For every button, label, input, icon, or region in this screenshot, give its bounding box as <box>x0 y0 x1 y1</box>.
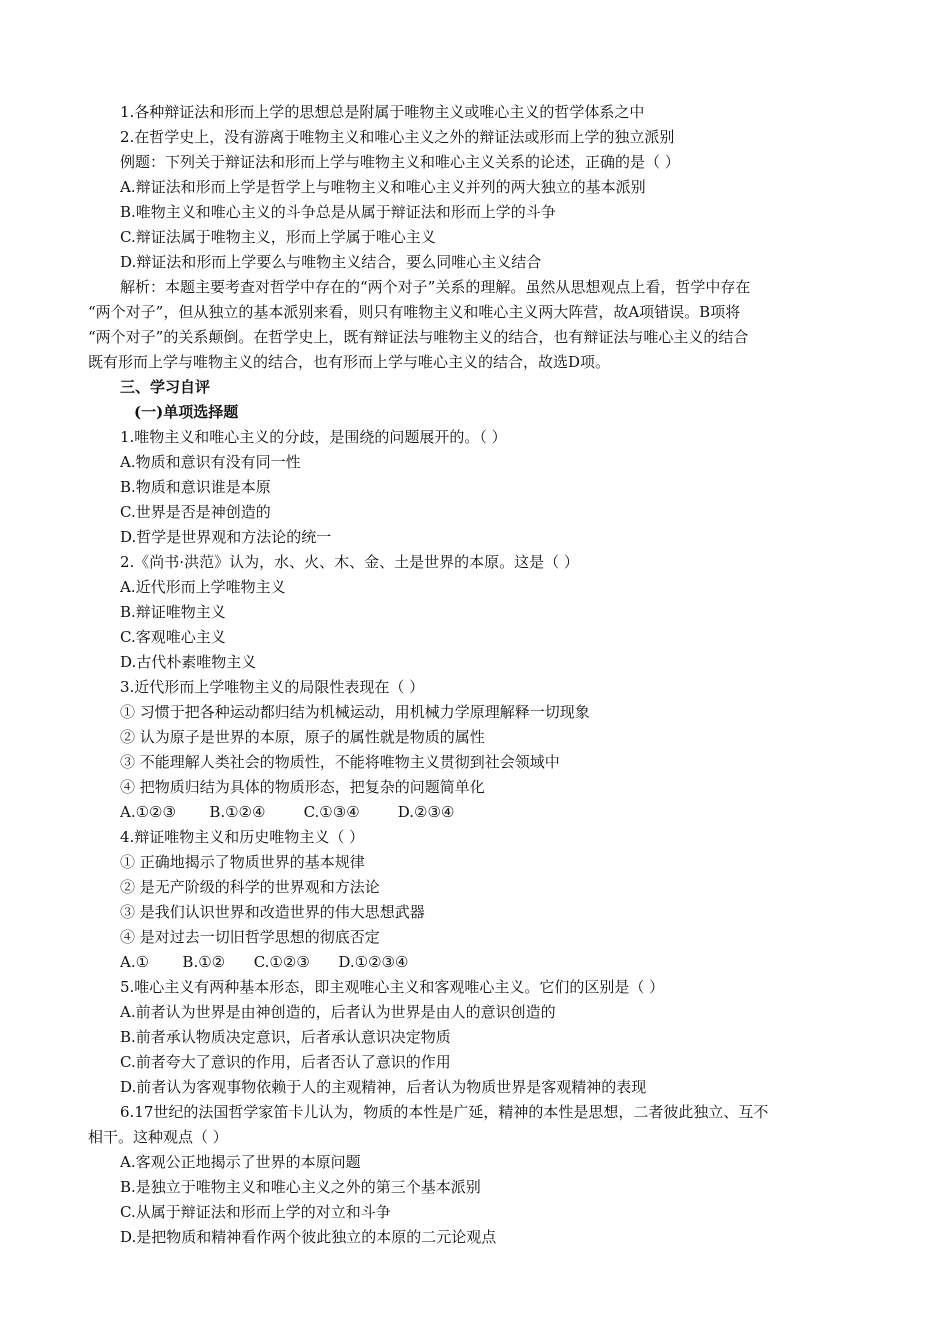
statement-line: ① 习惯于把各种运动都归结为机械运动，用机械力学原理解释一切现象 <box>120 703 590 721</box>
analysis-line: 既有形而上学与唯物主义的结合，也有形而上学与唯心主义的结合，故选D项。 <box>88 353 611 371</box>
statement-line: ③ 是我们认识世界和改造世界的伟大思想武器 <box>120 903 425 921</box>
statement-line: ② 认为原子是世界的本原，原子的属性就是物质的属性 <box>120 728 485 746</box>
statement-line: ④ 把物质归结为具体的物质形态，把复杂的问题简单化 <box>120 778 485 796</box>
text-line: 2.在哲学史上，没有游离于唯物主义和唯心主义之外的辩证法或形而上学的独立派别 <box>120 128 675 146</box>
option-line: D.是把物质和精神看作两个彼此独立的本原的二元论观点 <box>120 1228 497 1246</box>
option-line: C.世界是否是神创造的 <box>120 503 271 521</box>
statement-line: ① 正确地揭示了物质世界的基本规律 <box>120 853 365 871</box>
option-line: C.客观唯心主义 <box>120 628 226 646</box>
question-line: 6.17世纪的法国哲学家笛卡儿认为，物质的本性是广延，精神的本性是思想，二者彼此独立、互不 <box>120 1103 769 1121</box>
analysis-line: “两个对子”的关系颠倒。在哲学史上，既有辩证法与唯物主义的结合，也有辩证法与唯心主义的结合 <box>88 328 749 346</box>
option-line: A.客观公正地揭示了世界的本原问题 <box>120 1153 361 1171</box>
option-line: A.近代形而上学唯物主义 <box>120 578 286 596</box>
option-line: D.古代朴素唯物主义 <box>120 653 257 671</box>
analysis-line: “两个对子”，但从独立的基本派别来看，则只有唯物主义和唯心主义两大阵营，故A项错误。B项将 <box>88 303 741 321</box>
option-line: A.①②③ B.①②④ C.①③④ D.②③④ <box>120 803 455 821</box>
statement-line: ③ 不能理解人类社会的物质性，不能将唯物主义贯彻到社会领域中 <box>120 753 560 771</box>
question-line: 相干。这种观点（ ） <box>88 1128 228 1146</box>
question-line: 2.《尚书·洪范》认为，水、火、木、金、土是世界的本原。这是（ ） <box>120 553 579 571</box>
statement-line: ② 是无产阶级的科学的世界观和方法论 <box>120 878 380 896</box>
question-line: 3.近代形而上学唯物主义的局限性表现在（ ） <box>120 678 425 696</box>
option-line: A.辩证法和形而上学是哲学上与唯物主义和唯心主义并列的两大独立的基本派别 <box>120 178 646 196</box>
option-line: B.唯物主义和唯心主义的斗争总是从属于辩证法和形而上学的斗争 <box>120 203 556 221</box>
option-line: B.是独立于唯物主义和唯心主义之外的第三个基本派别 <box>120 1178 481 1196</box>
option-line: D.辩证法和形而上学要么与唯物主义结合，要么同唯心主义结合 <box>120 253 542 271</box>
text-line: 1.各种辩证法和形而上学的思想总是附属于唯物主义或唯心主义的哲学体系之中 <box>120 103 645 121</box>
subsection-heading: (一)单项选择题 <box>134 403 239 421</box>
analysis-line: 解析：本题主要考查对哲学中存在的“两个对子”关系的理解。虽然从思想观点上看，哲学中存在 <box>120 278 751 296</box>
option-line: B.物质和意识谁是本原 <box>120 478 271 496</box>
option-line: C.前者夸大了意识的作用，后者否认了意识的作用 <box>120 1053 451 1071</box>
option-line: D.哲学是世界观和方法论的统一 <box>120 528 332 546</box>
statement-line: ④ 是对过去一切旧哲学思想的彻底否定 <box>120 928 380 946</box>
option-line: C.从属于辩证法和形而上学的对立和斗争 <box>120 1203 391 1221</box>
option-line: B.辩证唯物主义 <box>120 603 226 621</box>
option-line: D.前者认为客观事物依赖于人的主观精神，后者认为物质世界是客观精神的表现 <box>120 1078 647 1096</box>
option-line: B.前者承认物质决定意识，后者承认意识决定物质 <box>120 1028 451 1046</box>
option-line: A.① B.①② C.①②③ D.①②③④ <box>120 953 409 971</box>
option-line: C.辩证法属于唯物主义，形而上学属于唯心主义 <box>120 228 436 246</box>
option-line: A.物质和意识有没有同一性 <box>120 453 301 471</box>
question-line: 4.辩证唯物主义和历史唯物主义（ ） <box>120 828 365 846</box>
section-heading: 三、学习自评 <box>120 378 211 396</box>
example-question: 例题：下列关于辩证法和形而上学与唯物主义和唯心主义关系的论述，正确的是（ ） <box>120 153 680 171</box>
question-line: 5.唯心主义有两种基本形态，即主观唯心主义和客观唯心主义。它们的区别是（ ） <box>120 978 665 996</box>
question-line: 1.唯物主义和唯心主义的分歧，是围绕的问题展开的。（ ） <box>120 428 507 446</box>
option-line: A.前者认为世界是由神创造的，后者认为世界是由人的意识创造的 <box>120 1003 556 1021</box>
